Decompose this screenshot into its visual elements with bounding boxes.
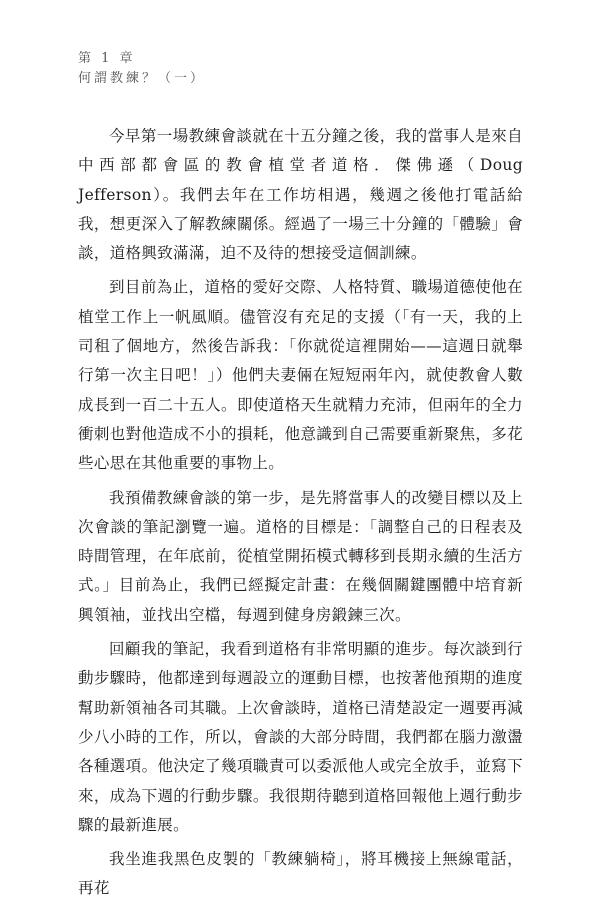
paragraph: 我坐進我黑色皮製的「教練躺椅」，將耳機接上無線電話，再花 <box>78 850 523 898</box>
paragraph: 到目前為止，道格的愛好交際、人格特質、職場道德使他在植堂工作上一帆風順。儘管沒有充足的支援（「有一天，我的上司租了個地方，然後告訴我：「你就從這裡開始——這週日就舉行第一次主日吧！」）他們夫妻倆在短短兩年內，就使教會人數成長到一百二十五人。即使道格天生就精力充沛，但兩年的全力衝刺也對他造成不小的損耗，他意識到自己需要重新聚焦，多花些心思在其他重要的事物上。 <box>78 278 523 473</box>
body-text <box>78 122 523 909</box>
paragraph: 今早第一場教練會談就在十五分鐘之後，我的當事人是來自中西部都會區的教會植堂者道格．傑佛遜（Doug Jefferson）。我們去年在工作坊相遇，幾週之後他打電話給我，想更深入了解教練關係。經過了一場三十分鐘的「體驗」會談，道格興致滿滿，迫不及待的想接受這個訓練。 <box>78 127 523 263</box>
chapter-title: 何謂教練？（一） <box>78 71 207 86</box>
running-head <box>78 50 206 88</box>
chapter-number: 第 1 章 <box>78 51 136 66</box>
paragraph: 回顧我的筆記，我看到道格有非常明顯的進步。每次談到行動步驟時，他都達到每週設立的運動目標，也按著他預期的進度幫助新領袖各司其職。上次會談時，道格已清楚設定一週要再減少八小時的工作，所以，會談的大部分時間，我們都在腦力激盪各種選項。他決定了幾項職責可以委派他人或完全放手，並寫下來，成為下週的行動步驟。我很期待聽到道格回報他上週行動步驟的最新進展。 <box>78 640 523 834</box>
paragraph: 我預備教練會談的第一步，是先將當事人的改變目標以及上次會談的筆記瀏覽一遍。道格的目標是：「調整自己的日程表及時間管理，在年底前，從植堂開拓模式轉移到長期永續的生活方式。」目前為止，我們已經擬定計畫：在幾個關鍵團體中培育新興領袖，並找出空檔，每週到健身房鍛鍊三次。 <box>78 488 523 624</box>
